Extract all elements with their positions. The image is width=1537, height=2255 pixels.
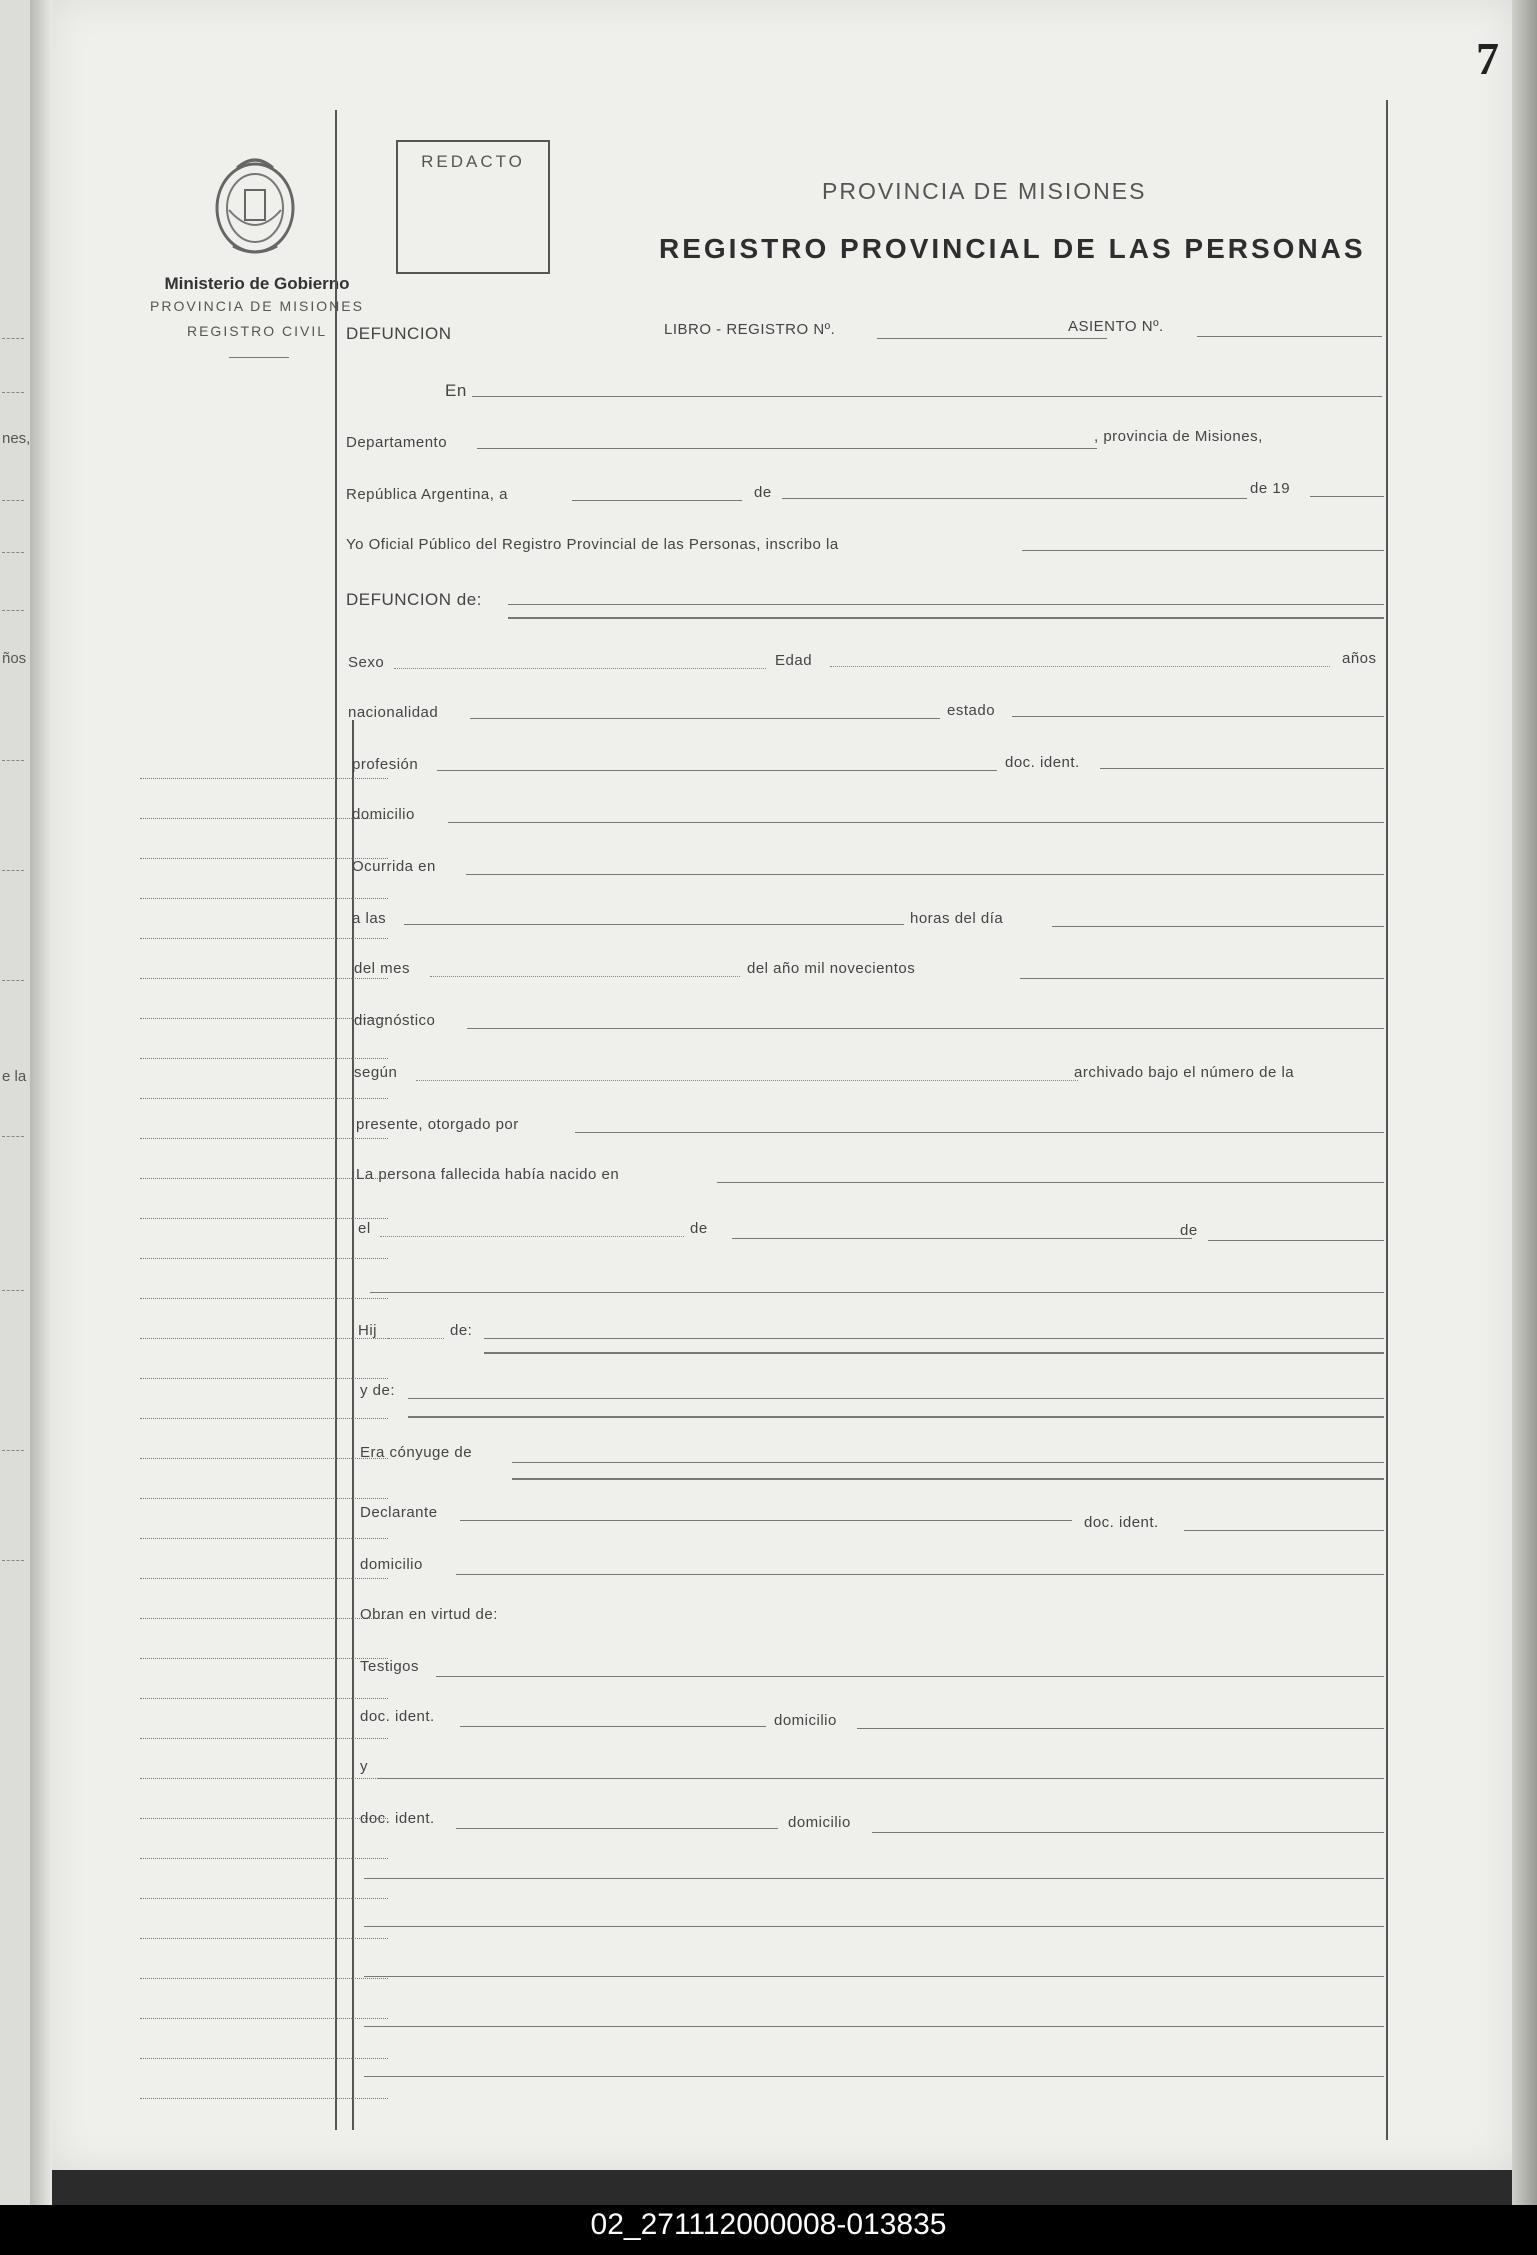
edad-field <box>830 666 1330 667</box>
coat-of-arms-icon <box>207 150 303 258</box>
left-margin-line <box>335 110 337 2130</box>
anos-label: años <box>1342 650 1377 667</box>
nacionalidad-field <box>470 718 940 719</box>
de-19-label: de 19 <box>1250 480 1291 497</box>
ministry-registry: REGISTRO CIVIL <box>186 323 328 339</box>
inscribo-field <box>1022 550 1384 551</box>
archivado-label: archivado bajo el número de la <box>1074 1064 1295 1081</box>
conyuge-field <box>512 1478 1384 1480</box>
profesion-label: profesión <box>352 756 419 773</box>
stamp-label: REDACTO <box>421 152 525 171</box>
del-ano-label: del año mil novecientos <box>747 960 916 977</box>
edge-line <box>2 610 24 611</box>
edge-line <box>2 870 24 871</box>
margin-line <box>140 1858 388 1859</box>
asiento-field <box>1197 336 1382 337</box>
blank-line <box>370 1292 1384 1293</box>
de-nac-2-label: de <box>1180 1222 1198 1239</box>
inner-margin-line <box>352 720 354 2130</box>
libro-registro-field <box>877 338 1107 339</box>
declarante-doc-label: doc. ident. <box>1084 1514 1159 1531</box>
deceased-name-field <box>508 617 1384 619</box>
margin-line <box>140 898 388 899</box>
margin-line <box>140 1698 388 1699</box>
dia-field <box>1052 926 1384 927</box>
ocurrida-en-label: Ocurrida en <box>352 858 436 875</box>
margin-line <box>140 1138 388 1139</box>
profesion-field <box>437 770 997 771</box>
edge-line <box>2 760 24 761</box>
estado-label: estado <box>947 702 996 719</box>
page-number: 7 <box>1476 33 1499 84</box>
ocurrida-en-field <box>466 874 1384 875</box>
declarante-domicilio-field <box>456 1574 1384 1575</box>
province-title: PROVINCIA DE MISIONES <box>822 178 1147 204</box>
nacionalidad-label: nacionalidad <box>348 704 439 721</box>
testigo-2-doc-label: doc. ident. <box>360 1810 435 1827</box>
segun-field <box>416 1080 1078 1081</box>
year-field <box>1310 496 1384 497</box>
stamp-box <box>396 140 550 274</box>
conyuge-label: Era cónyuge de <box>360 1444 473 1461</box>
sexo-field <box>394 668 766 669</box>
y-de-label: y de: <box>360 1382 396 1399</box>
del-mes-label: del mes <box>354 960 411 977</box>
edge-line <box>2 552 24 553</box>
hora-field <box>404 924 904 925</box>
edge-text-fragment: ños <box>2 650 27 667</box>
registry-title: REGISTRO PROVINCIAL DE LAS PERSONAS <box>659 233 1366 264</box>
margin-line <box>140 1058 388 1059</box>
departamento-label: Departamento <box>346 434 448 451</box>
asiento-label: ASIENTO Nº. <box>1068 318 1164 335</box>
departamento-field <box>477 448 1097 449</box>
notes-line <box>364 2076 1384 2077</box>
persona-nacido-label: La persona fallecida había nacido en <box>356 1166 620 1183</box>
margin-line <box>140 1658 388 1659</box>
testigo-1-domicilio-field <box>857 1728 1384 1729</box>
defuncion-de-label: DEFUNCION de: <box>346 590 482 609</box>
domicilio-field <box>448 822 1384 823</box>
lugar-nacimiento-field <box>717 1182 1384 1183</box>
form-type-label: DEFUNCION <box>346 324 452 343</box>
margin-line <box>140 1618 388 1619</box>
declarante-label: Declarante <box>360 1504 438 1521</box>
margin-line <box>140 1898 388 1899</box>
margin-line <box>140 1538 388 1539</box>
margin-line <box>140 1258 388 1259</box>
fecha-nac-mes-field <box>732 1238 1192 1239</box>
margin-line <box>140 1018 388 1019</box>
edad-label: Edad <box>775 652 813 669</box>
edge-line <box>2 1136 24 1137</box>
el-label: el <box>358 1220 371 1237</box>
declarante-domicilio-label: domicilio <box>360 1556 423 1573</box>
notes-line <box>364 1878 1384 1879</box>
testigo-1-domicilio-label: domicilio <box>774 1712 837 1729</box>
margin-line <box>140 1498 388 1499</box>
libro-registro-label: LIBRO - REGISTRO Nº. <box>664 321 836 338</box>
margin-line <box>140 858 388 859</box>
estado-field <box>1012 716 1384 717</box>
edge-text-fragment: e la <box>2 1068 27 1085</box>
sexo-label: Sexo <box>348 654 385 671</box>
testigos-label: Testigos <box>360 1658 420 1675</box>
de-nac-label: de <box>690 1220 708 1237</box>
margin-line <box>140 1378 388 1379</box>
domicilio-label: domicilio <box>352 806 415 823</box>
madre-field <box>408 1398 1384 1399</box>
en-label: En <box>445 381 467 400</box>
margin-line <box>140 978 388 979</box>
margin-line <box>140 2018 388 2019</box>
yo-oficial-label: Yo Oficial Público del Registro Provincial de las Personas, inscribo la <box>346 536 839 553</box>
declarante-field <box>460 1520 1072 1521</box>
horas-del-dia-label: horas del día <box>910 910 1004 927</box>
margin-line <box>140 1178 388 1179</box>
margin-line <box>140 2058 388 2059</box>
margin-line <box>140 938 388 939</box>
conyuge-field <box>512 1462 1384 1463</box>
presente-label: presente, otorgado por <box>356 1116 519 1133</box>
fecha-nac-ano-field <box>1208 1240 1384 1241</box>
image-caption: 02_271112000008-013835 <box>590 2208 947 2241</box>
edge-line <box>2 500 24 501</box>
margin-line <box>140 1938 388 1939</box>
padre-field <box>484 1352 1384 1354</box>
ministry-underline <box>229 357 289 358</box>
mes-field <box>430 976 740 977</box>
a-las-label: a las <box>352 910 387 927</box>
margin-line <box>140 1298 388 1299</box>
notes-line <box>364 1926 1384 1927</box>
margin-line <box>140 778 388 779</box>
diagnostico-field <box>467 1028 1384 1029</box>
deceased-name-field <box>508 604 1384 605</box>
margin-line <box>140 1578 388 1579</box>
testigo-2-field <box>378 1778 1384 1779</box>
margin-line <box>140 1458 388 1459</box>
margin-line <box>140 1418 388 1419</box>
edge-line <box>2 1560 24 1561</box>
ministry-province: PROVINCIA DE MISIONES <box>150 298 364 314</box>
day-field <box>572 500 742 501</box>
month-field <box>782 498 1247 499</box>
testigo-2-domicilio-label: domicilio <box>788 1814 851 1831</box>
provincia-label: , provincia de Misiones, <box>1094 428 1263 445</box>
edge-line <box>2 392 24 393</box>
notes-line <box>364 1976 1384 1977</box>
edge-line <box>2 338 24 339</box>
margin-line <box>140 1818 388 1819</box>
testigo-2-domicilio-field <box>872 1832 1384 1833</box>
edge-line <box>2 980 24 981</box>
republica-label: República Argentina, a <box>346 486 508 503</box>
obran-label: Obran en virtud de: <box>360 1606 498 1623</box>
segun-label: según <box>354 1064 398 1081</box>
edge-line <box>2 1290 24 1291</box>
margin-line <box>140 1338 388 1339</box>
fecha-nac-dia-field <box>380 1236 684 1237</box>
testigo-1-doc-label: doc. ident. <box>360 1708 435 1725</box>
hij-de-label: de: <box>450 1322 473 1339</box>
margin-line <box>140 818 388 819</box>
margin-line <box>140 1978 388 1979</box>
en-field <box>472 396 1382 397</box>
diagnostico-label: diagnóstico <box>354 1012 436 1029</box>
doc-ident-field <box>1100 768 1384 769</box>
register-page <box>52 0 1512 2170</box>
y-testigo-label: y <box>360 1758 368 1775</box>
padre-field <box>484 1338 1384 1339</box>
page-right-edge <box>1512 0 1537 2205</box>
hij-label: Hij <box>358 1322 377 1339</box>
edge-text-fragment: nes, <box>2 430 31 447</box>
binding-shadow <box>30 0 52 2205</box>
margin-line <box>140 1098 388 1099</box>
notes-line <box>364 2026 1384 2027</box>
edge-line <box>2 1450 24 1451</box>
madre-field <box>408 1416 1384 1418</box>
margin-line <box>140 1738 388 1739</box>
margin-line <box>140 1778 388 1779</box>
testigo-2-doc-field <box>456 1828 778 1829</box>
right-margin-line <box>1386 100 1388 2140</box>
ministry-name: Ministerio de Gobierno <box>164 274 350 293</box>
declarante-doc-field <box>1184 1530 1384 1531</box>
otorgado-por-field <box>575 1132 1384 1133</box>
testigo-1-doc-field <box>460 1726 766 1727</box>
margin-line <box>140 1218 388 1219</box>
testigo-1-field <box>436 1676 1384 1677</box>
hij-suffix-field <box>388 1338 444 1339</box>
doc-ident-label: doc. ident. <box>1005 754 1080 771</box>
margin-line <box>140 2098 388 2099</box>
ano-field <box>1020 978 1384 979</box>
de-label: de <box>754 484 772 501</box>
